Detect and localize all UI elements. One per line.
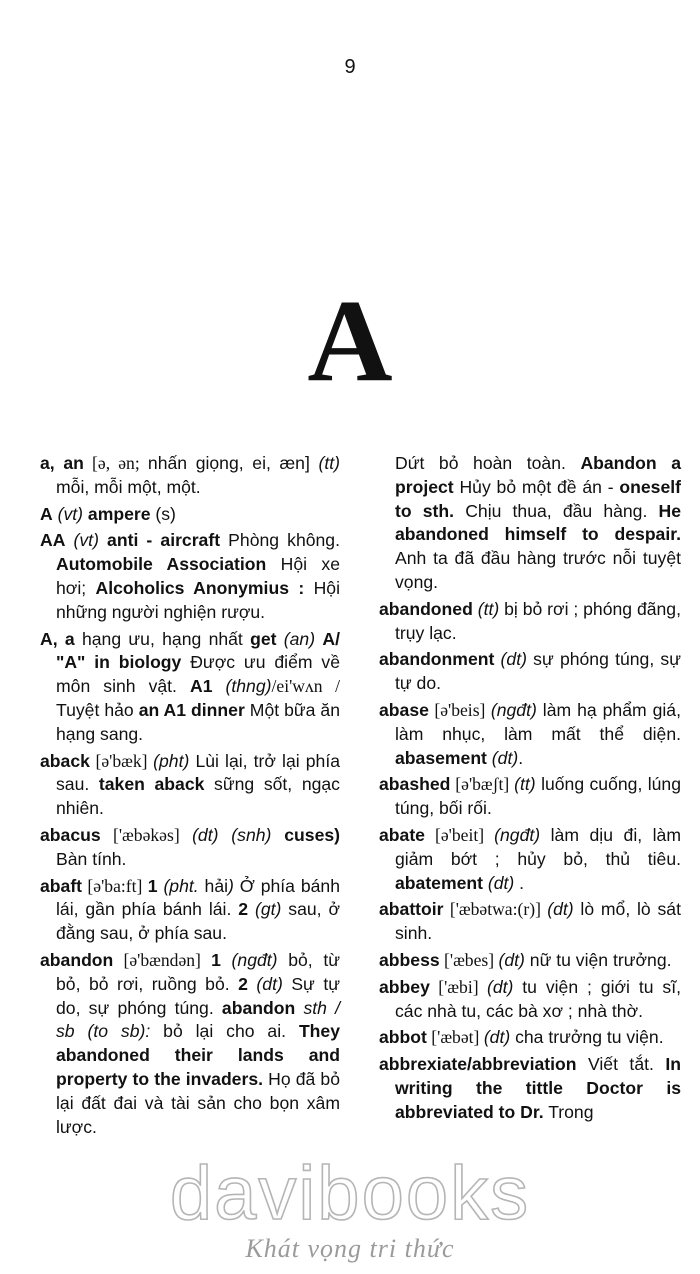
dictionary-column-right <box>379 452 681 1128</box>
part-of-speech: (dt) <box>547 899 574 920</box>
definition-text: (s) <box>150 503 176 524</box>
example-phrase: In writing the tittle Doctor is abbreviated to Dr. <box>395 1054 681 1122</box>
part-of-speech: (vt) <box>65 530 108 551</box>
dictionary-entry <box>379 824 681 895</box>
definition-text: mỗi, mỗi một, một. <box>56 476 201 497</box>
example-phrase: abasement <box>395 747 487 768</box>
part-of-speech: ) <box>228 875 234 896</box>
watermark-logo: davibooks <box>169 1151 531 1236</box>
headword: abbess <box>379 949 440 970</box>
definition-text: Họ đã bỏ lại đất đai và tài sản cho bọn xâm lược. <box>56 1068 341 1137</box>
part-of-speech: (pht) <box>153 750 190 771</box>
part-of-speech: (tt) <box>318 453 340 473</box>
headword: abate <box>379 824 425 845</box>
phonetic: ['æbət] <box>426 1027 484 1048</box>
definition-text: Lùi lại, trở lại phía sau. <box>56 750 340 795</box>
definition-text: Tuyệt hảo <box>56 699 139 720</box>
definition-text: sau, ở đằng sau, ở phía sau. <box>56 899 340 944</box>
definition-text: luống cuống, lúng túng, bối rối. <box>395 774 681 819</box>
headword: AA <box>40 530 66 551</box>
example-phrase: abandon <box>221 997 296 1018</box>
headword: aback <box>40 750 90 771</box>
definition-text: Viết tắt. <box>576 1054 666 1075</box>
dictionary-entry <box>379 949 681 973</box>
definition-text: sững sốt, ngạc nhiên. <box>56 774 340 819</box>
dictionary-entry <box>379 898 681 946</box>
headword: abbot <box>379 1027 427 1048</box>
phonetic: [ə, ən; <box>83 453 148 473</box>
definition-text: Sự tự do, sự phóng túng. <box>56 973 340 1018</box>
definition-text: Dứt bỏ hoàn toàn. <box>395 453 581 473</box>
part-of-speech: (vt) <box>52 503 88 524</box>
part-of-speech: (dt) <box>486 747 519 768</box>
headword: abbey <box>379 976 430 997</box>
headword: a, an <box>40 453 84 473</box>
headword: abashed <box>379 774 451 795</box>
part-of-speech: (dt) (snh) <box>192 824 272 845</box>
dictionary-entry <box>40 503 340 527</box>
dictionary-column-left <box>40 452 340 1142</box>
dictionary-entry <box>40 529 340 624</box>
definition-text: Chịu thua, đầu hàng. <box>454 500 659 521</box>
definition-text: Hội những người nghiện rượu. <box>56 577 340 622</box>
phonetic: ['æbi] <box>429 976 487 997</box>
definition-text: nhấn giọng, ei, æn] <box>147 453 319 473</box>
phonetic: [ə'beit] <box>424 824 495 845</box>
part-of-speech: sth / sb (to sb): <box>56 997 341 1042</box>
example-phrase: cuses) <box>284 824 340 845</box>
headword: ampere <box>87 503 151 524</box>
dictionary-entry <box>40 452 340 500</box>
definition-text: sự phóng túng, sự tự do. <box>395 649 681 694</box>
part-of-speech: (dt) <box>498 949 525 970</box>
part-of-speech: (ngđt) <box>490 699 537 720</box>
definition-text: Một bữa ăn hạng sang. <box>56 699 341 744</box>
example-phrase: abatement <box>395 872 483 893</box>
definition-text: bỏ lại cho ai. <box>150 1021 299 1042</box>
definition-text: bị bỏ rơi ; phóng đãng, trụy lạc. <box>395 598 681 643</box>
headword: abandoned <box>379 598 473 619</box>
example-phrase: They abandoned their lands and property to the invaders. <box>56 1021 341 1089</box>
dictionary-entry <box>40 949 340 1139</box>
part-of-speech: (dt) <box>483 1027 511 1048</box>
definition-text: Bàn tính. <box>56 848 127 869</box>
definition-text: Hủy bỏ một đề án - <box>453 476 620 497</box>
part-of-speech: (an) <box>276 628 316 649</box>
headword: A, a <box>40 628 75 649</box>
definition-text <box>271 825 284 845</box>
phonetic: /ei'wʌn / <box>271 676 340 697</box>
part-of-speech: (gt) <box>248 899 282 920</box>
part-of-speech: (ngđt) <box>494 824 541 845</box>
entry-continuation <box>379 452 681 595</box>
phonetic: [ə'ba:ft] <box>82 875 148 896</box>
dictionary-entry <box>40 750 340 821</box>
example-phrase: Alcoholics Anonymius : <box>95 577 305 598</box>
phonetic: [ə'bændən] <box>113 949 212 970</box>
example-phrase: Abandon a project <box>395 453 682 497</box>
phonetic: [ə'bæʃt] <box>450 774 515 795</box>
section-letter: A <box>307 275 393 406</box>
example-phrase: He abandoned himself to despair. <box>395 500 681 545</box>
part-of-speech: (tt) <box>472 598 500 619</box>
dictionary-entry <box>379 1053 681 1124</box>
headword: abbrexiate/abbreviation <box>379 1054 577 1075</box>
dictionary-entry <box>379 699 681 770</box>
headword: abattoir <box>379 899 444 920</box>
definition-text: hạng ưu, hạng nhất <box>74 628 251 649</box>
headword: abandon <box>40 949 114 970</box>
part-of-speech: (dt) <box>483 872 515 893</box>
part-of-speech: (dt) <box>494 649 527 670</box>
headword: abase <box>379 699 429 720</box>
example-phrase: 2 <box>238 899 249 920</box>
part-of-speech: (pht. <box>157 875 199 896</box>
dictionary-entry <box>40 628 340 747</box>
definition-text: . <box>518 747 524 768</box>
dictionary-entry <box>379 598 681 646</box>
example-phrase: an A1 dinner <box>138 699 245 720</box>
example-phrase: 2 <box>238 973 248 994</box>
dictionary-entry <box>379 773 681 821</box>
definition-text: Ở phía bánh lái, gần phía bánh lái. <box>56 875 340 920</box>
dictionary-entry <box>379 976 681 1024</box>
headword: abandonment <box>379 649 495 670</box>
page-number: 9 <box>344 56 356 78</box>
watermark-tagline: Khát vọng tri thức <box>245 1234 455 1263</box>
example-phrase: Automobile Association <box>56 554 267 575</box>
dictionary-entry <box>379 648 681 696</box>
definition-text: cha trưởng tu viện. <box>510 1027 664 1048</box>
example-phrase: anti - aircraft <box>107 530 221 551</box>
definition-text: . <box>514 872 525 893</box>
dictionary-entry <box>40 824 340 872</box>
definition-text: bỏ, từ bỏ, bỏ rơi, ruồng bỏ. <box>56 949 340 994</box>
definition-text: Được ưu điểm về môn sinh vật. <box>56 652 340 697</box>
part-of-speech: (thng) <box>212 676 272 697</box>
headword: abaft <box>40 875 83 896</box>
part-of-speech: (tt) <box>514 774 536 795</box>
part-of-speech: (ngđt) <box>220 949 278 970</box>
example-phrase: A1 <box>189 676 213 697</box>
headword: abacus <box>40 824 101 845</box>
definition-text: Hội xe hơi; <box>56 554 340 598</box>
definition-text: tu viện ; giới tu sĩ, các nhà tu, các bà xơ ; nhà thờ. <box>395 976 681 1021</box>
definition-text: làm hạ phẩm giá, làm nhục, làm mất thể diện. <box>395 699 681 744</box>
example-phrase: 1 <box>211 949 221 970</box>
headword: A <box>40 503 53 524</box>
phonetic: [ə'beis] <box>428 699 491 720</box>
definition-text: làm dịu đi, làm giảm bớt ; hủy bỏ, thủ tiêu. <box>395 824 681 869</box>
definition-text: hải <box>198 875 229 896</box>
example-phrase: A/ "A" in biology <box>56 628 340 673</box>
definition-text: Phòng không. <box>220 530 340 551</box>
example-phrase: 1 <box>147 875 158 896</box>
dictionary-entry <box>379 1026 681 1050</box>
example-phrase: get <box>250 628 277 649</box>
definition-text: nữ tu viện trưởng. <box>524 949 672 970</box>
part-of-speech: (dt) <box>247 973 283 994</box>
example-phrase: taken aback <box>98 774 205 795</box>
definition-text: lò mổ, lò sát sinh. <box>395 899 681 944</box>
phonetic: ['æbes] <box>439 949 499 970</box>
phonetic: [ə'bæk] <box>89 750 154 771</box>
dictionary-entry <box>40 875 340 946</box>
part-of-speech: (dt) <box>486 976 514 997</box>
definition-text: Anh ta đã đầu hàng trước nỗi tuyệt vọng. <box>395 548 681 592</box>
phonetic: ['æbəkəs] <box>100 824 193 845</box>
phonetic: ['æbətwa:(r)] <box>443 899 548 920</box>
definition-text: Trong <box>543 1101 594 1122</box>
example-phrase: oneself to sth. <box>395 476 681 521</box>
